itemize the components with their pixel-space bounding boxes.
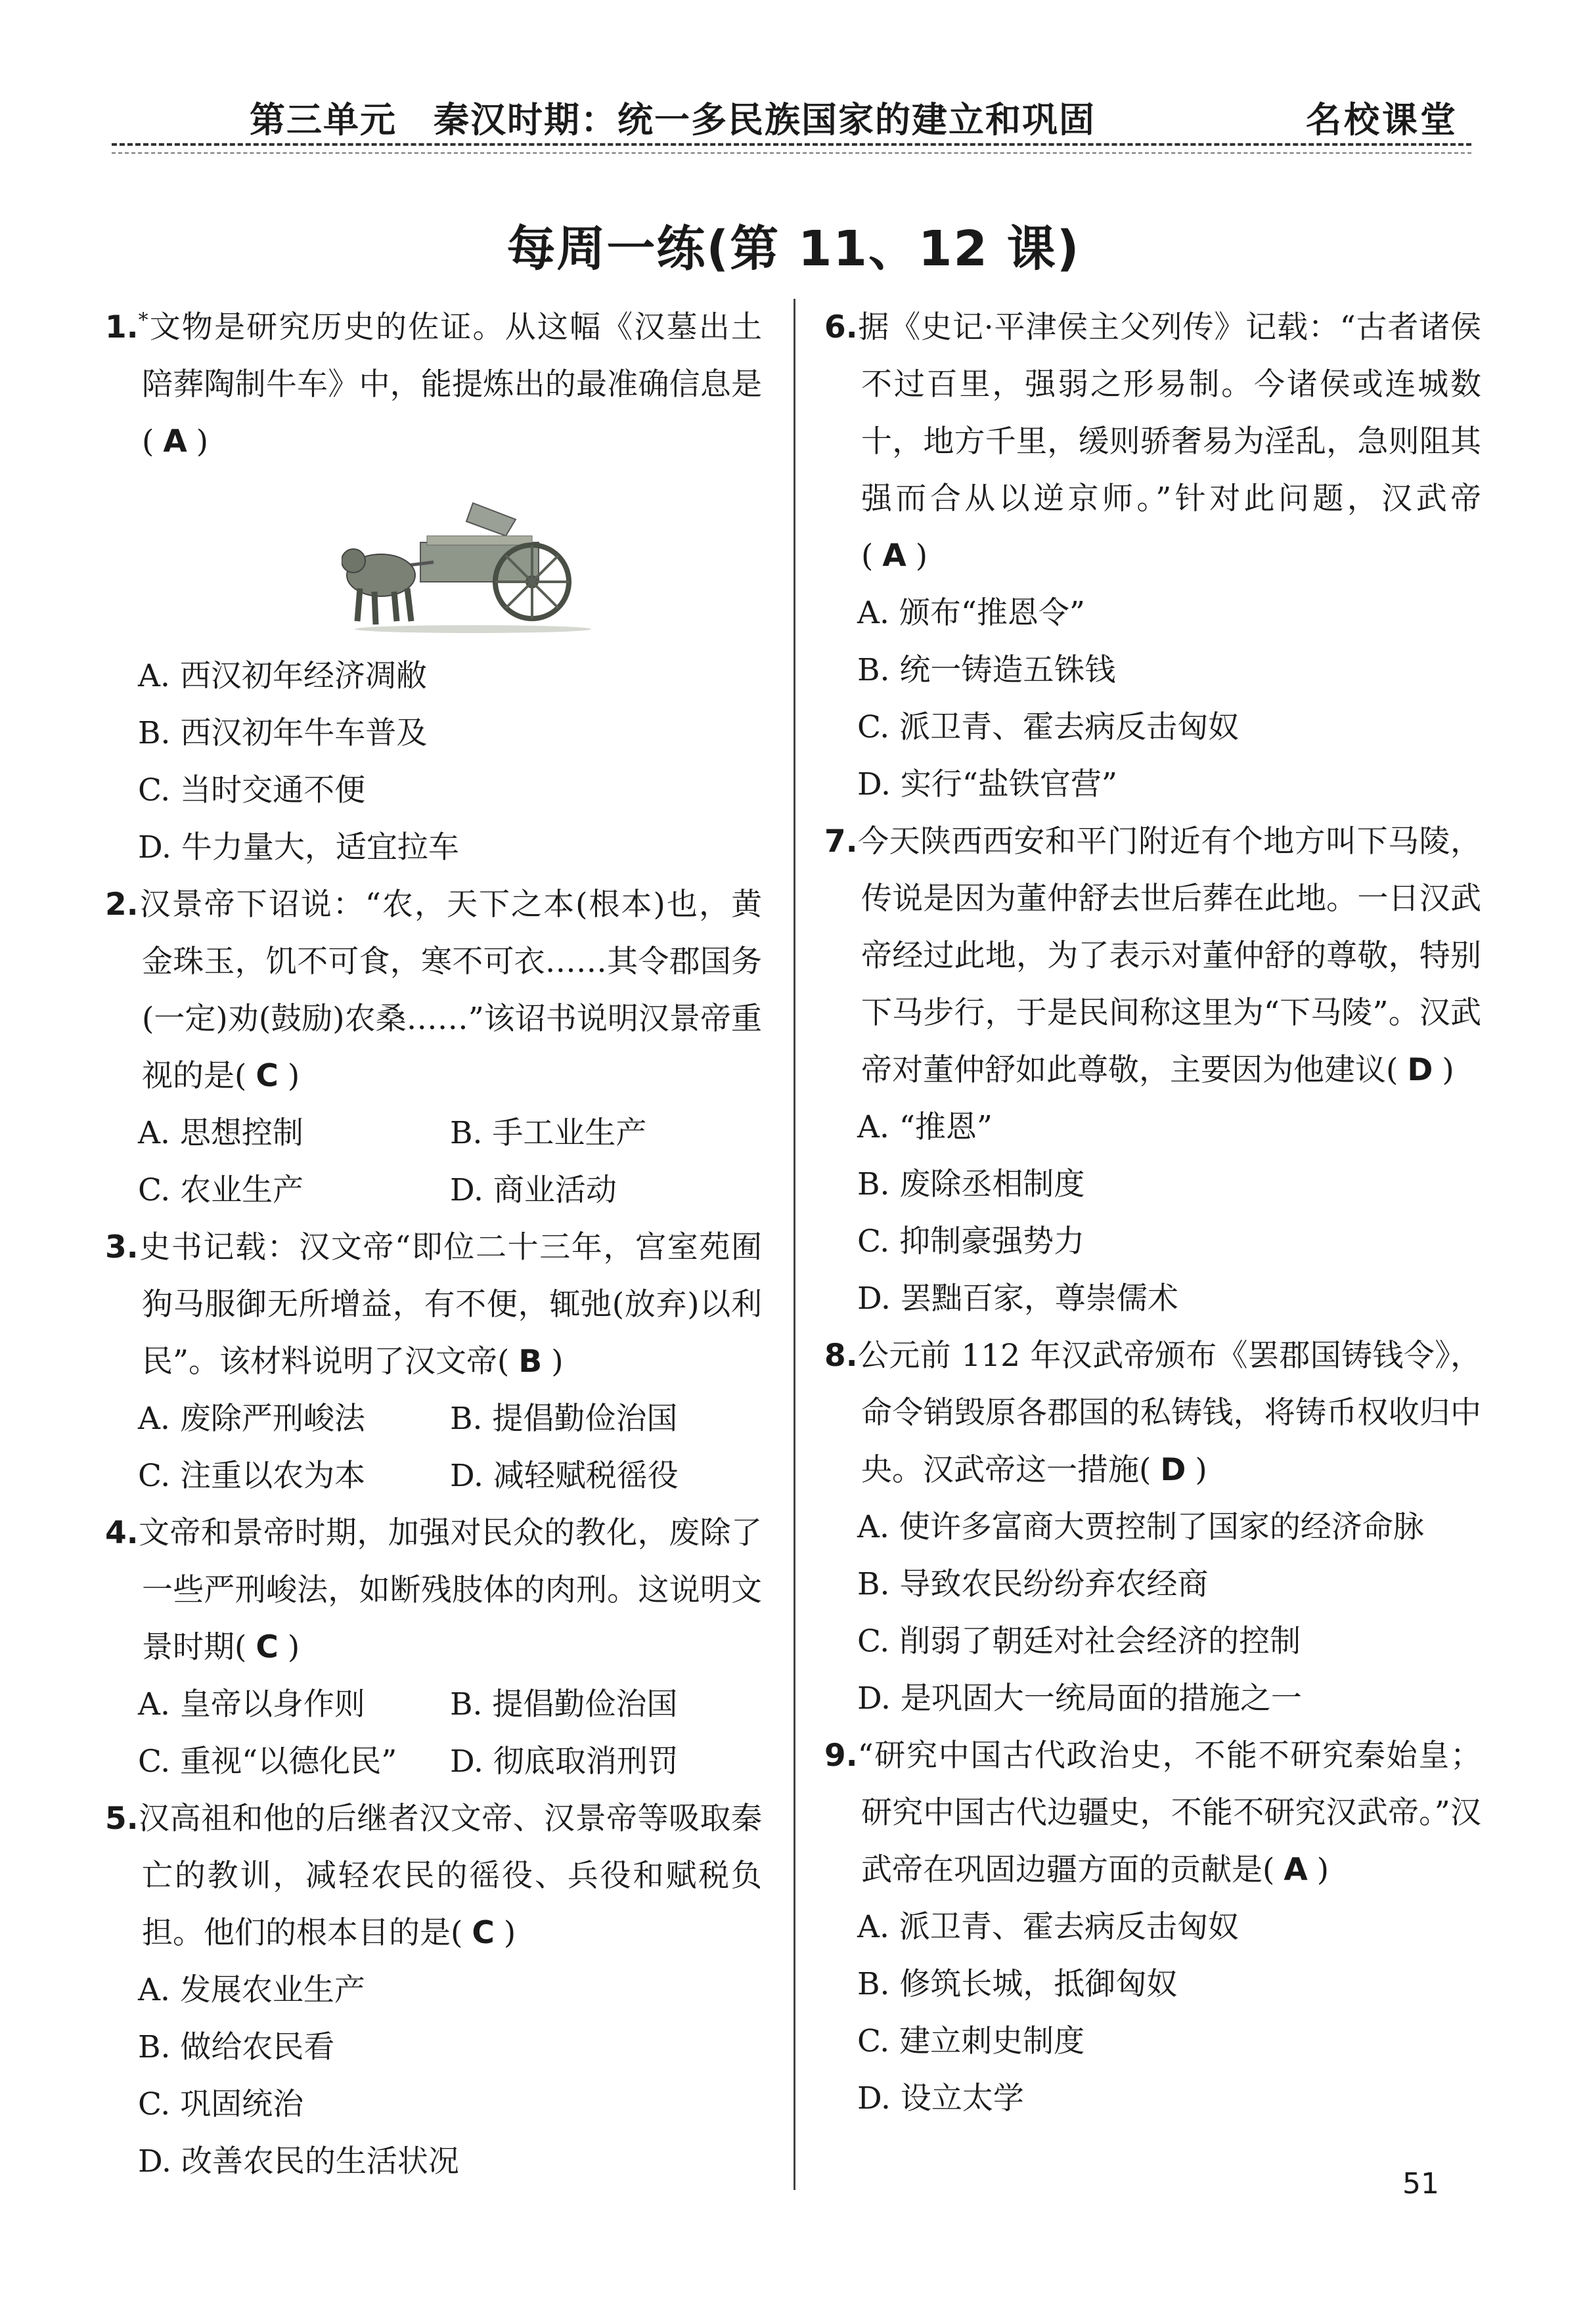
option-b: B. 手工业生产 (450, 1115, 647, 1151)
option-a: A. 思想控制 (138, 1115, 303, 1151)
question-stem (824, 1727, 1481, 1898)
brand-name: 名校课堂 (1306, 99, 1458, 141)
question-text-end: ) (915, 538, 928, 574)
option-d: D. 设立太学 (857, 2080, 1024, 2116)
option-d: D. 减轻赋税徭役 (450, 1458, 679, 1494)
option-c: C. 重视“以德化民” (138, 1743, 397, 1780)
option-c: C. 派卫青、霍去病反击匈奴 (857, 709, 1240, 745)
option-row (105, 1162, 762, 1219)
option-c: C. 农业生产 (138, 1172, 304, 1208)
column-divider (794, 299, 795, 2190)
question-stem (824, 299, 1481, 584)
question-number: 6. (824, 309, 858, 345)
question-text-end: ) (287, 1629, 300, 1665)
option-a: A. 废除严刑峻法 (138, 1401, 365, 1437)
option-d: D. 彻底取消刑罚 (450, 1743, 679, 1780)
page-number: 51 (1402, 2167, 1439, 2201)
answer: A (1284, 1852, 1308, 1888)
answer: C (256, 1058, 279, 1094)
header-divider-secondary (112, 152, 1471, 154)
question-stem (105, 1219, 762, 1390)
option-b: B. 提倡勤俭治国 (450, 1401, 678, 1437)
question-text: 汉景帝下诏说：“农，天下之本(根本)也，黄金珠玉，饥不可食，寒不可衣……其令郡国务(一定)劝(鼓励)农桑……”该诏书说明汉景帝重视的是( (138, 887, 762, 1094)
question-3 (105, 1219, 762, 1504)
question-number: 3. (105, 1229, 139, 1265)
question-text: 据《史记·平津侯主父列传》记载：“古者诸侯不过百里，强弱之形易制。今诸侯或连城数十，地方千里，缓则骄奢易为淫乱，急则阻其强而合从以逆京师。”针对此问题，汉武帝( (857, 309, 1481, 574)
option-d: D. 是巩固大一统局面的措施之一 (857, 1680, 1302, 1717)
question-text: “研究中国古代政治史，不能不研究秦始皇；研究中国古代边疆史，不能不研究汉武帝。”汉武帝在巩固边疆方面的贡献是( (857, 1738, 1481, 1888)
option-b: B. 导致农民纷纷弃农经商 (857, 1566, 1209, 1602)
question-number: 8. (824, 1338, 858, 1374)
option-c: C. 削弱了朝廷对社会经济的控制 (857, 1623, 1301, 1659)
answer: D (1407, 1052, 1433, 1088)
option-b: B. 修筑长城，抵御匈奴 (857, 1966, 1178, 2002)
option-a: A. 派卫青、霍去病反击匈奴 (857, 1909, 1239, 1945)
question-number: 2. (105, 887, 139, 923)
option-row (105, 1390, 762, 1447)
option-b: B. 西汉初年牛车普及 (138, 715, 428, 751)
question-text-end: ) (196, 424, 209, 460)
question-9 (824, 1727, 1481, 2127)
question-text-end: ) (1316, 1852, 1330, 1888)
question-text-end: ) (287, 1058, 300, 1094)
option-b: B. 废除丞相制度 (857, 1166, 1085, 1202)
option-c: C. 当时交通不便 (138, 772, 366, 808)
question-5 (105, 1790, 762, 2190)
question-text-end: ) (503, 1915, 516, 1951)
question-text: 今天陕西西安和平门附近有个地方叫下马陵，传说是因为董仲舒去世后葬在此地。一日汉武帝经过此地，为了表示对董仲舒的尊敬，特别下马步行，于是民间称这里为“下马陵”。汉武帝对董仲舒如此尊敬，主要因为他建议( (857, 823, 1481, 1088)
answer: C (472, 1915, 495, 1951)
answer: C (256, 1629, 279, 1665)
question-6 (824, 299, 1481, 813)
option-b: B. 提倡勤俭治国 (450, 1686, 678, 1722)
right-column (824, 299, 1481, 2127)
question-4 (105, 1504, 762, 1790)
option-c: C. 建立刺史制度 (857, 2023, 1085, 2059)
option-c: C. 巩固统治 (138, 2086, 304, 2122)
option-d: D. 商业活动 (450, 1172, 617, 1208)
option-a: A. 皇帝以身作则 (138, 1686, 365, 1722)
option-row (105, 1105, 762, 1162)
question-number: 5. (105, 1801, 139, 1837)
option-row (105, 1676, 762, 1733)
question-stem (105, 1790, 762, 1962)
page-title: 每周一练(第 11、12 课) (506, 221, 1081, 277)
option-d: D. 实行“盐铁官营” (857, 766, 1117, 802)
unit-title: 第三单元 秦汉时期：统一多民族国家的建立和巩固 (250, 99, 1096, 141)
question-number: 7. (824, 823, 858, 860)
option-b: B. 做给农民看 (138, 2029, 335, 2065)
question-7 (824, 813, 1481, 1327)
left-column (105, 299, 762, 2190)
question-text: 文物是研究历史的佐证。从这幅《汉墓出土陪葬陶制牛车》中，能提炼出的最准确信息是( (142, 309, 762, 460)
page-header (112, 92, 1471, 151)
question-text: 史书记载：汉文帝“即位二十三年，宫室苑囿狗马服御无所增益，有不便，辄弛(放弃)以利民”。该材料说明了汉文帝( (138, 1229, 762, 1380)
question-stem (824, 813, 1481, 1099)
option-b: B. 统一铸造五铢钱 (857, 652, 1116, 688)
option-c: C. 抑制豪强势力 (857, 1223, 1085, 1260)
ox-cart-figure (342, 490, 591, 634)
question-text: 文帝和景帝时期，加强对民众的教化，废除了一些严刑峻法，如断残肢体的肉刑。这说明文景时期( (138, 1515, 762, 1665)
option-a: A. 颁布“推恩令” (857, 595, 1085, 631)
answer: B (518, 1344, 543, 1380)
header-divider (112, 143, 1471, 146)
option-d: D. 罢黜百家，尊崇儒术 (857, 1281, 1178, 1317)
question-text-end: ) (1195, 1452, 1207, 1488)
question-2 (105, 876, 762, 1219)
difficulty-star: * (138, 309, 148, 332)
option-d: D. 改善农民的生活状况 (138, 2143, 459, 2180)
option-row (105, 1447, 762, 1504)
option-a: A. 西汉初年经济凋敝 (138, 658, 427, 694)
question-text: 汉高祖和他的后继者汉文帝、汉景帝等吸取秦亡的教训，减轻农民的徭役、兵役和赋税负担。他们的根本目的是( (138, 1801, 762, 1951)
answer: D (1160, 1452, 1186, 1488)
question-8 (824, 1327, 1481, 1727)
question-stem (105, 876, 762, 1105)
question-stem (824, 1327, 1481, 1499)
option-c: C. 注重以农为本 (138, 1458, 366, 1494)
option-a: A. 发展农业生产 (138, 1972, 365, 2008)
question-text-end: ) (1442, 1052, 1454, 1088)
option-a: A. 使许多富商大贾控制了国家的经济命脉 (857, 1509, 1424, 1545)
question-text-end: ) (551, 1344, 564, 1380)
question-number: 9. (824, 1738, 858, 1774)
answer: A (163, 424, 187, 460)
option-a: A. “推恩” (857, 1109, 993, 1145)
option-row (105, 1733, 762, 1790)
option-d: D. 牛力量大，适宜拉车 (138, 829, 459, 866)
question-1 (105, 299, 762, 876)
ox-cart-illustration (342, 490, 591, 634)
question-text: 公元前 112 年汉武帝颁布《罢郡国铸钱令》，命令销毁原各郡国的私铸钱，将铸币权收归中央。汉武帝这一措施( (857, 1338, 1481, 1488)
question-number: 1. (105, 309, 139, 345)
question-stem (105, 1504, 762, 1676)
question-number: 4. (105, 1515, 139, 1551)
answer: A (882, 538, 906, 574)
question-stem (105, 299, 762, 470)
